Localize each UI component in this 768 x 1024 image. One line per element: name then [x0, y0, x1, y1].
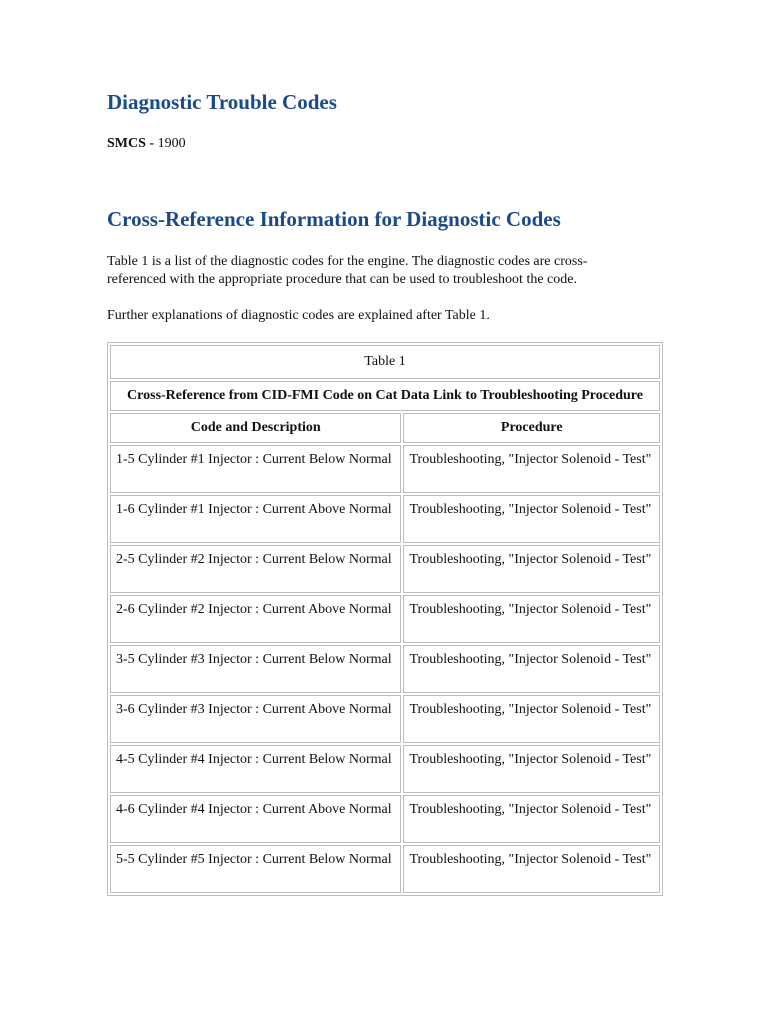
table-row — [110, 445, 660, 493]
table-row — [110, 845, 660, 893]
table-row — [110, 695, 660, 743]
code-cell: 3-5 Cylinder #3 Injector : Current Below Normal — [110, 645, 401, 693]
smcs-line — [107, 136, 186, 152]
procedure-cell: Troubleshooting, "Injector Solenoid - Test" — [403, 495, 660, 543]
code-cell: 5-5 Cylinder #5 Injector : Current Below Normal — [110, 845, 401, 893]
procedure-cell: Troubleshooting, "Injector Solenoid - Test" — [403, 695, 660, 743]
table-row — [110, 595, 660, 643]
procedure-cell: Troubleshooting, "Injector Solenoid - Test" — [403, 645, 660, 693]
code-cell: 2-5 Cylinder #2 Injector : Current Below Normal — [110, 545, 401, 593]
section-title: Cross-Reference Information for Diagnostic Codes — [107, 207, 561, 231]
smcs-value: 1900 — [157, 136, 186, 151]
procedure-cell: Troubleshooting, "Injector Solenoid - Test" — [403, 795, 660, 843]
column-header-procedure: Procedure — [403, 413, 660, 443]
table-caption: Table 1 — [110, 345, 660, 379]
code-cell: 4-6 Cylinder #4 Injector : Current Above Normal — [110, 795, 401, 843]
procedure-cell: Troubleshooting, "Injector Solenoid - Test" — [403, 745, 660, 793]
procedure-cell: Troubleshooting, "Injector Solenoid - Test" — [403, 845, 660, 893]
smcs-label: SMCS - — [107, 136, 158, 151]
code-cell: 4-5 Cylinder #4 Injector : Current Below Normal — [110, 745, 401, 793]
procedure-cell: Troubleshooting, "Injector Solenoid - Test" — [403, 595, 660, 643]
table-row — [110, 645, 660, 693]
further-paragraph: Further explanations of diagnostic codes are explained after Table 1. — [107, 308, 490, 323]
table-row — [110, 795, 660, 843]
code-cell: 1-6 Cylinder #1 Injector : Current Above Normal — [110, 495, 401, 543]
table-row — [110, 495, 660, 543]
procedure-cell: Troubleshooting, "Injector Solenoid - Test" — [403, 545, 660, 593]
code-cell: 3-6 Cylinder #3 Injector : Current Above Normal — [110, 695, 401, 743]
table-header: Cross-Reference from CID-FMI Code on Cat Data Link to Troubleshooting Procedure — [110, 381, 660, 411]
code-cell: 2-6 Cylinder #2 Injector : Current Above Normal — [110, 595, 401, 643]
table-row — [110, 745, 660, 793]
page-title: Diagnostic Trouble Codes — [107, 90, 337, 114]
table-row — [110, 545, 660, 593]
column-header-code: Code and Description — [110, 413, 401, 443]
cross-reference-table — [107, 342, 663, 896]
intro-paragraph: Table 1 is a list of the diagnostic codes for the engine. The diagnostic codes are cross-referenced with the appropriate procedure that can be used to troubleshoot the code. — [107, 254, 588, 287]
procedure-cell: Troubleshooting, "Injector Solenoid - Test" — [403, 445, 660, 493]
code-cell: 1-5 Cylinder #1 Injector : Current Below Normal — [110, 445, 401, 493]
